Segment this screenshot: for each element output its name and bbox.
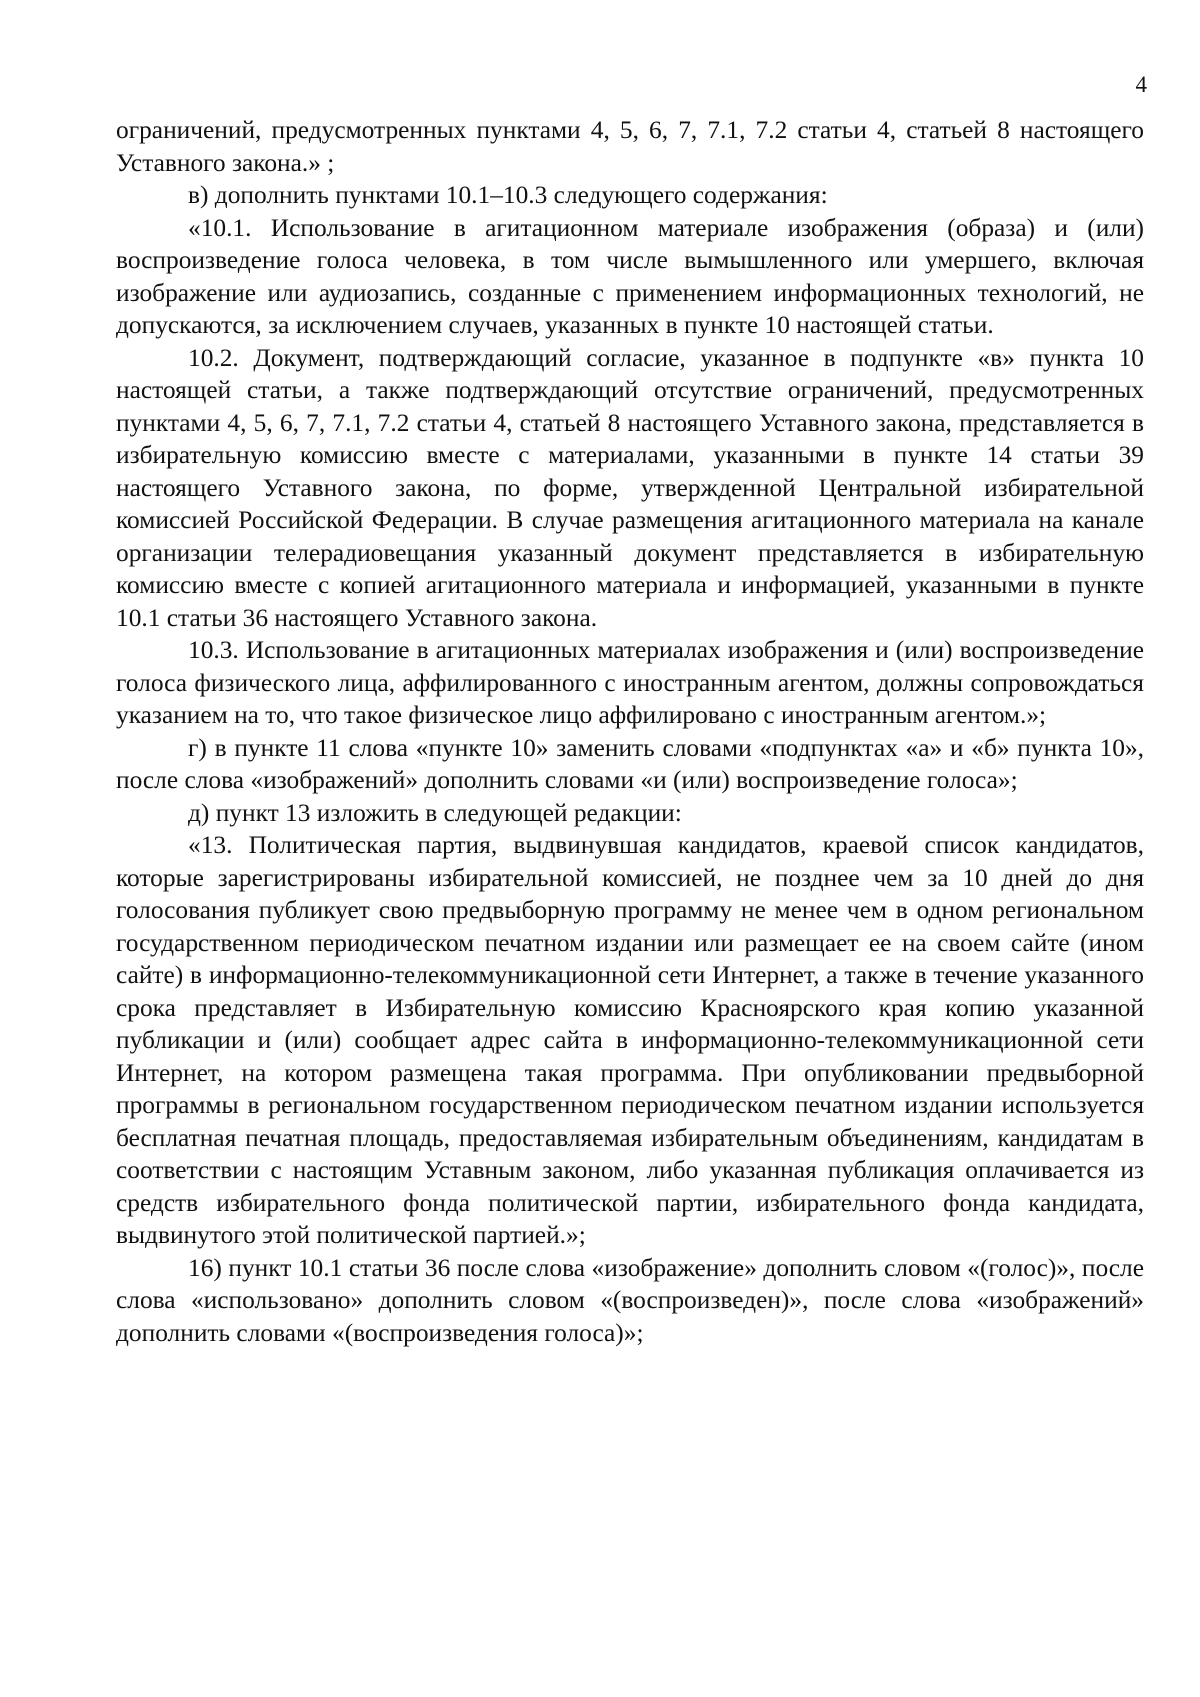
page-number: 4 [1135, 72, 1147, 97]
paragraph: «13. Политическая партия, выдвинувшая кандидатов, краевой список кандидатов, которые зарегистрированы избирательной комиссией, не позднее чем за 10 дней до дня голосования публикует свою предвыборную программу не менее чем в одном региональном государственном периодическом печатном издании или размещает ее на своем сайте (ином сайте) в информационно-телекоммуникационной сети Интернет, а также в течение указанного срока представляет в Избирательную комиссию Красноярского края копию указанной публикации и (или) сообщает адрес сайта в информационно-телекоммуникационной сети Интернет, на котором размещена такая программа. При опубликовании предвыборной программы в региональном государственном периодическом печатном издании используется бесплатная печатная площадь, предоставляемая избирательным объединениям, кандидатам в соответствии с настоящим Уставным законом, либо указанная публикация оплачивается из средств избирательного фонда политической партии, избирательного фонда кандидата, выдвинутого этой политической партией.»; [116, 831, 1144, 1249]
paragraph: 10.2. Документ, подтверждающий согласие, указанное в подпункте «в» пункта 10 настоящей статьи, а также подтверждающий отсутствие ограничений, предусмотренных пунктами 4, 5, 6, 7, 7.1, 7.2 статьи 4, статьей 8 настоящего Уставного закона, представляется в избирательную комиссию вместе с материалами, указанными в пункте 14 статьи 39 настоящего Уставного закона, по форме, утвержденной Центральной избирательной комиссией Российской Федерации. В случае размещения агитационного материала на канале организации телерадиовещания указанный документ представляется в избирательную комиссию вместе с копией агитационного материала и информацией, указанными в пункте 10.1 статьи 36 настоящего Уставного закона. [116, 343, 1144, 632]
paragraph: «10.1. Использование в агитационном материале изображения (образа) и (или) воспроизведение голоса человека, в том числе вымышленного или умершего, включая изображение или аудиозапись, созданные с применением информационных технологий, не допускаются, за исключением случаев, указанных в пункте 10 настоящей статьи. [116, 213, 1144, 339]
paragraph: г) в пункте 11 слова «пункте 10» заменить словами «подпунктах «а» и «б» пункта 10», после слова «изображений» дополнить словами «и (или) воспроизведение голоса»; [116, 733, 1144, 794]
document-body [116, 114, 1144, 1349]
paragraph: 10.3. Использование в агитационных материалах изображения и (или) воспроизведение голоса физического лица, аффилированного с иностранным агентом, должны сопровождаться указанием на то, что такое физическое лицо аффилировано с иностранным агентом.»; [116, 636, 1144, 729]
paragraph: д) пункт 13 изложить в следующей редакции: [188, 798, 682, 827]
paragraph: ограничений, предусмотренных пунктами 4, 5, 6, 7, 7.1, 7.2 статьи 4, статьей 8 настоящего Уставного закона.» ; [116, 116, 1144, 177]
paragraph: 16) пункт 10.1 статьи 36 после слова «изображение» дополнить словом «(голос)», после слова «использовано» дополнить словом «(воспроизведен)», после слова «изображений» дополнить словами «(воспроизведения голоса)»; [116, 1253, 1144, 1347]
paragraph: в) дополнить пунктами 10.1–10.3 следующего содержания: [188, 181, 828, 209]
